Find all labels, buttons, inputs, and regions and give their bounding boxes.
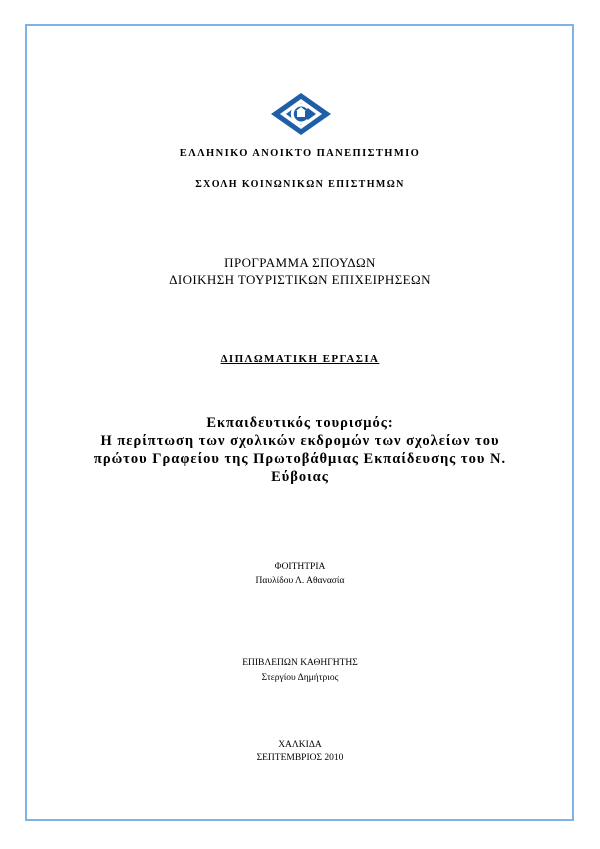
- thesis-title: [60, 414, 540, 486]
- supervisor-label: ΕΠΙΒΛΕΠΩΝ ΚΑΘΗΓΗΤΗΣ: [242, 658, 358, 668]
- thesis-title-line: Η περίπτωση των σχολικών εκδρομών των σχολείων του: [100, 433, 500, 449]
- thesis-title-line: Εκπαιδευτικός τουρισμός:: [206, 415, 394, 431]
- supervisor-name: Στεργίου Δημήτριος: [261, 673, 339, 683]
- thesis-title-line: πρώτου Γραφείου της Πρωτοβάθμιας Εκπαίδευσης του Ν.: [93, 451, 507, 467]
- student-label: ΦΟΙΤΗΤΡΙΑ: [274, 562, 326, 572]
- date: ΣΕΠΤΕΜΒΡΙΟΣ 2010: [256, 753, 344, 763]
- city: ΧΑΛΚΙΔΑ: [278, 740, 322, 750]
- program-label: ΠΡΟΓΡΑΜΜΑ ΣΠΟΥΔΩΝ: [224, 255, 376, 270]
- thesis-type: ΔΙΠΛΩΜΑΤΙΚΗ ΕΡΓΑΣΙΑ: [220, 353, 380, 365]
- university-logo-icon: [270, 92, 332, 136]
- school-name: ΣΧΟΛΗ ΚΟΙΝΩΝΙΚΩΝ ΕΠΙΣΤΗΜΩΝ: [195, 179, 405, 190]
- student-name: Παυλίδου Λ. Αθανασία: [255, 576, 345, 586]
- university-name: ΕΛΛΗΝΙΚΟ ΑΝΟΙΚΤΟ ΠΑΝΕΠΙΣΤΗΜΙΟ: [179, 148, 421, 159]
- program-name: ΔΙΟΙΚΗΣΗ ΤΟΥΡΙΣΤΙΚΩΝ ΕΠΙΧΕΙΡΗΣΕΩΝ: [169, 272, 431, 287]
- thesis-title-line: Εύβοιας: [271, 469, 329, 485]
